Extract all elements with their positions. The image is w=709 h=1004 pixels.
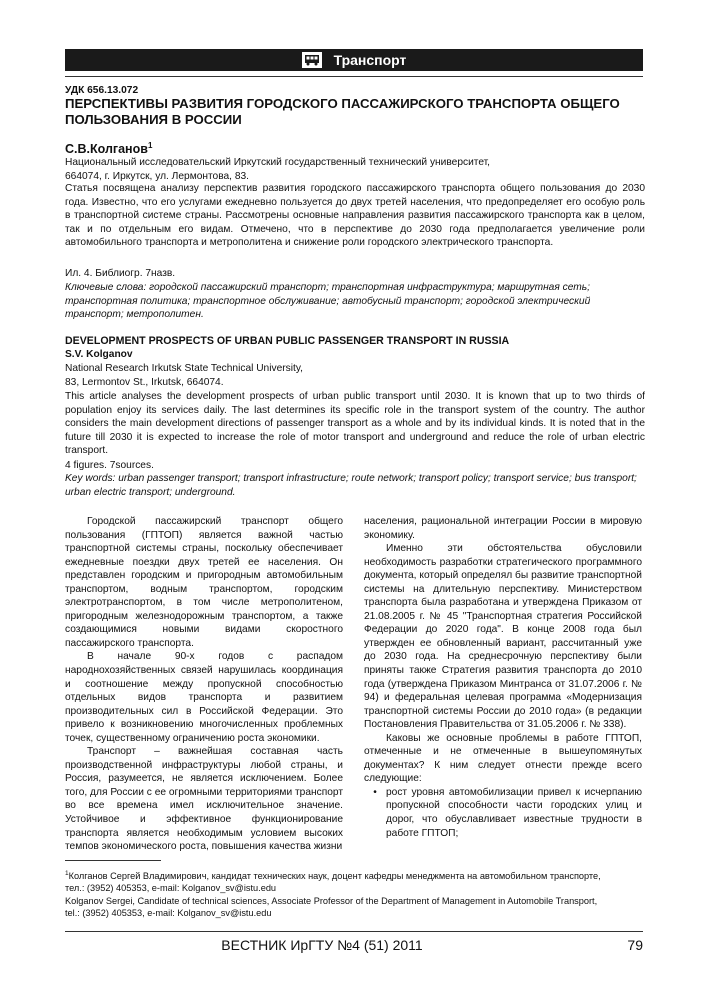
section-title: Транспорт — [333, 52, 407, 68]
author-name-ru: С.В.Колганов — [65, 142, 148, 157]
article-title-ru: ПЕРСПЕКТИВЫ РАЗВИТИЯ ГОРОДСКОГО ПАССАЖИРСКОГО ТРАНСПОРТА ОБЩЕГО ПОЛЬЗОВАНИЯ В РОССИИ — [65, 96, 620, 127]
author-en: S.V. Kolganov — [65, 349, 133, 360]
affiliation-ru-line-1: Национальный исследовательский Иркутский государственный технический университет, — [65, 157, 491, 168]
udc-code: УДК 656.13.072 — [65, 85, 139, 96]
keywords-en: Key words: urban passenger transport; transport infrastructure; route network; transport policy; transport service; bus transport; urban electric transport; underground. — [65, 473, 637, 498]
footnote — [65, 868, 645, 919]
author-footnote-mark: 1 — [147, 141, 153, 150]
footnote-ru-text: Колганов Сергей Владимирович, кандидат технических наук, доцент кафедры менеджмента на автомобильном транспорте, — [68, 871, 601, 882]
affiliation-en-line-1: National Research Irkutsk State Technical University, — [65, 363, 303, 374]
footnote-mark: 1 — [65, 870, 69, 877]
footnote-en-line-1: Kolganov Sergei, Candidate of technical sciences, Associate Professor of the Department of Management in Automobile Transport, — [65, 895, 598, 906]
body-paragraph: населения, рациональной интеграции России в мировую экономику. — [364, 516, 642, 541]
keywords-ru: Ключевые слова: городской пассажирский транспорт; транспортная инфраструктура; маршрутная сеть; транспортная политика; транспортное обслуживание; автобусный транспорт; городской электрический транспорт; метрополитен. — [65, 282, 591, 320]
affiliation-en — [65, 362, 645, 389]
body-paragraph: В начале 90-х годов с распадом народнохозяйственных связей нарушилась координация и соотношение между пропускной способностью отдельных видов транспорта и развитием производительных сил в Российской Федерации. Это привело к возникновению многочисленных проблемных точек, существенному ограничению роста экономики. — [65, 651, 343, 744]
body-paragraph: Транспорт – важнейшая составная часть производственной инфраструктуры любой страны, и Россия, разумеется, не является исключением. Более того, для России с ее огромными территориями транспорт во все времена имел исключительное значение. Устойчивое и эффективное функционирование транспорта является необходимым условием высоких темпов экономического роста, повышения качества жизни — [65, 746, 343, 853]
affiliation-en-line-2: 83, Lermontov St., Irkutsk, 664074. — [65, 376, 224, 388]
body-paragraph: Именно эти обстоятельства обусловили необходимость разработки стратегического программного документа, который определял бы развитие транспортной системы на длительную перспективу. Министерством транспорта была разработана и утверждена Приказом от 21.08.2005 г. № 45 "Транспортная стратегия Российской Федерации до 2020 года". В конце 2008 года был утвержден ее обновленный вариант, рассчитанный уже до 2030 года. На среднесрочную перспективу были приняты также Стратегия развития транспорта до 2010 года (утверждена Приказом Минтранса от 31.07.2006 г. № 94) и федеральная целевая программа «Модернизация транспортной системы России до 2010 года» (в редакции Постановления Правительства от 31.05.2006 г. № 338). — [364, 543, 642, 731]
body-paragraph: Каковы же основные проблемы в работе ГПТОП, отмеченные и не отмеченные в вышеупомянутых документах? К ним следует отнести прежде всего следующие: — [364, 732, 642, 785]
bullet-text: рост уровня автомобилизации привел к исчерпанию пропускной способности части городских улиц и дорог, что обуславливает известные трудности в работе ГПТОП; — [386, 786, 642, 839]
body-paragraph: Городской пассажирский транспорт общего пользования (ГПТОП) является важной частью транспортной системы страны, поскольку обеспечивает ежедневные поездки двух третей ее населения. Он представлен городским и пригородным автомобильным транспортом, водным транспортом, городским электротранспортом, в том числе метрополитеном, пригородным железнодорожным транспортом, а также создающимися новыми видами скоростного пассажирского транспорта. — [65, 516, 343, 649]
page-number: 79 — [627, 937, 643, 953]
bullet-item — [364, 786, 642, 840]
figures-ru: Ил. 4. Библиогр. 7назв. — [65, 268, 176, 279]
footnote-en-line-2: tel.: (3952) 405353, e-mail: Kolganov_sv@istu.edu — [65, 907, 272, 918]
author-ru — [65, 139, 645, 157]
footnote-ru-line-2: тел.: (3952) 405353, e-mail: Kolganov_sv@istu.edu — [65, 883, 277, 894]
abstract-en: This article analyses the development prospects of urban public transport until 2030. It is known that up to two thirds of population enjoy its services daily. The last determines its specific role in the transport system of the country. The author considers the main development directions of passenger transport as a whole and by its individual kinds. It is noted that in the future till 2030 it is expected to increase the role of motor transport and underground and reduce the role of urban electric transport. — [65, 391, 645, 456]
header-divider — [65, 76, 643, 77]
bullet-dot: • — [373, 786, 377, 798]
section-header — [65, 49, 643, 71]
figures-en: 4 figures. 7sources. — [65, 460, 154, 471]
footnote-ru-line-1 — [65, 868, 645, 882]
abstract-ru: Статья посвящена анализу перспектив развития городского пассажирского транспорта общего пользования до 2030 года. Известно, что его услугами ежедневно пользуется до двух третей населения, что предопределяет его особую роль в транспортной системе страны. Рассмотрены основные направления развития пассажирского транспорта как в целом, так и по отдельным его видам. Отмечено, что в перспективе до 2030 года предполагается увеличение роли автомобильного транспорта и метрополитена и снижение роли городского электрического транспорта. — [65, 183, 645, 248]
affiliation-ru-line-2: 664074, г. Иркутск, ул. Лермонтова, 83. — [65, 170, 249, 182]
bus-icon — [302, 52, 322, 68]
body-column-right — [364, 515, 642, 840]
article-title-en: DEVELOPMENT PROSPECTS OF URBAN PUBLIC PASSENGER TRANSPORT IN RUSSIA — [65, 335, 510, 347]
affiliation-ru — [65, 156, 645, 183]
footnote-divider — [65, 860, 161, 861]
footer-divider — [65, 931, 643, 932]
body-column-left — [65, 515, 343, 854]
journal-name: ВЕСТНИК ИрГТУ №4 (51) 2011 — [221, 937, 423, 953]
